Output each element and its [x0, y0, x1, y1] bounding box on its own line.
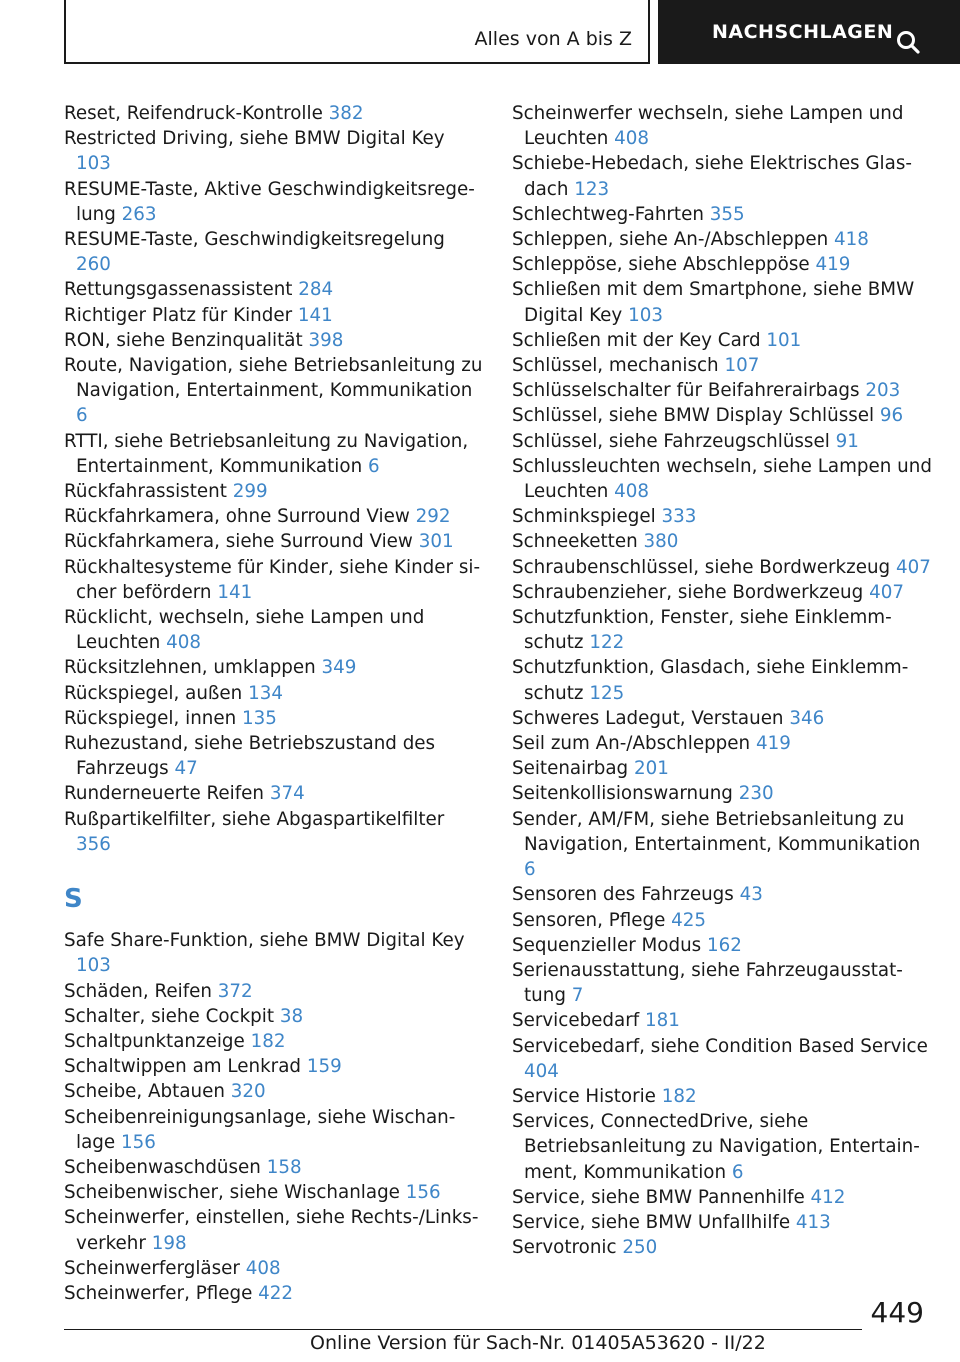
index-entry: [512, 958, 932, 1008]
index-entry: [512, 781, 932, 806]
index-column-right: [512, 101, 932, 1260]
index-entry-text: Rückhaltesysteme für Kinder, siehe Kinder sicher befördern: [64, 556, 481, 603]
index-entry: [512, 1084, 932, 1109]
index-entry: [512, 454, 932, 504]
index-entry: [512, 731, 932, 756]
index-entry: [64, 353, 484, 429]
index-entry: [64, 479, 484, 504]
index-entry: [512, 429, 932, 454]
index-entry-text: Services, ConnectedDrive, siehe Betriebsanleitung zu Navigation, Entertainment, Kommunikation: [512, 1111, 920, 1183]
index-entry: [64, 277, 484, 302]
index-entry: [64, 1029, 484, 1054]
index-entry: [64, 706, 484, 731]
index-entry: [64, 1281, 484, 1306]
page-reference-link[interactable]: 159: [306, 1056, 342, 1078]
index-entry: [64, 555, 484, 605]
page-reference-link[interactable]: 408: [614, 128, 650, 150]
page-reference-link[interactable]: 407: [895, 556, 931, 578]
index-entry-text: Schlüssel, siehe Fahrzeugschlüssel: [512, 430, 830, 452]
index-entry: [512, 151, 932, 201]
index-entry: [512, 706, 932, 731]
index-entry: [64, 807, 484, 857]
index-entry: [512, 1034, 932, 1084]
index-entry: [64, 1180, 484, 1205]
index-entry-text: Schraubenzieher, siehe Bordwerkzeug: [512, 581, 864, 603]
page-reference-link[interactable]: 201: [633, 758, 669, 780]
index-entry: [64, 681, 484, 706]
page-reference-link[interactable]: 404: [524, 1060, 559, 1082]
page-reference-link[interactable]: 372: [217, 980, 253, 1002]
index-entry: [64, 177, 484, 227]
page-reference-link[interactable]: 101: [766, 329, 802, 351]
index-entry: [512, 328, 932, 353]
page-reference-link[interactable]: 91: [835, 430, 859, 452]
page-reference-link[interactable]: 103: [76, 153, 111, 175]
page-reference-link[interactable]: 299: [232, 481, 268, 503]
nav-button-nachschlagen[interactable]: [658, 0, 960, 64]
index-entry-text: Schweres Ladegut, Verstauen: [512, 707, 784, 729]
index-entry-text: Schlüssel, siehe BMW Display Schlüssel: [512, 405, 875, 427]
index-entry: [64, 1205, 484, 1255]
index-entry-text: Schäden, Reifen: [64, 980, 212, 1002]
index-entry-text: Seitenairbag: [512, 758, 629, 780]
page-reference-link[interactable]: 123: [574, 178, 610, 200]
footer-divider: [64, 1329, 862, 1330]
index-entry-text: Scheinwerfer wechseln, siehe Lampen und Leuchten: [512, 103, 904, 150]
index-entry-text: Rußpartikelfilter, siehe Abgaspartikelfilter: [64, 808, 445, 830]
index-entry: [512, 1210, 932, 1235]
page-reference-link[interactable]: 425: [671, 909, 707, 931]
page-reference-link[interactable]: 158: [266, 1156, 302, 1178]
page-reference-link[interactable]: 320: [230, 1081, 266, 1103]
page-reference-link[interactable]: 181: [645, 1010, 680, 1032]
index-entry-text: Reset, Reifendruck-Kontrolle: [64, 103, 323, 124]
index-entry-text: Schiebe-Hebedach, siehe Elektrisches Glasdach: [512, 153, 912, 200]
page-reference-link[interactable]: 263: [121, 203, 157, 225]
index-entry: [512, 529, 932, 554]
index-entry-text: Route, Navigation, siehe Betriebsanleitung zu Navigation, Entertainment, Kommunikation: [64, 355, 483, 402]
index-entry-text: Scheinwerfer, einstellen, siehe Rechts-/Linksverkehr: [64, 1207, 479, 1254]
section-letter-heading: S: [64, 884, 83, 915]
index-entry: [512, 1185, 932, 1210]
page-reference-link[interactable]: 419: [815, 254, 851, 276]
page-reference-link[interactable]: 422: [258, 1282, 294, 1304]
page-reference-link[interactable]: 413: [795, 1211, 831, 1233]
index-entry: [512, 1235, 932, 1260]
index-entry: [512, 807, 932, 883]
page-reference-link[interactable]: 333: [661, 506, 697, 528]
index-entry-text: Sender, AM/FM, siehe Betriebsanleitung zu Navigation, Entertainment, Kommunikation: [512, 808, 921, 855]
index-entry-text: Schlüsselschalter für Beifahrerairbags: [512, 380, 860, 402]
index-entry-text: Scheibenreinigungsanlage, siehe Wischanlage: [64, 1106, 456, 1153]
page-reference-link[interactable]: 419: [755, 733, 791, 755]
index-entry: [512, 252, 932, 277]
page-reference-link[interactable]: 125: [589, 682, 625, 704]
page-reference-link[interactable]: 349: [321, 657, 357, 679]
page-reference-link[interactable]: 355: [709, 203, 745, 225]
header-section-tab: [64, 0, 650, 64]
index-entry-text: Servotronic: [512, 1237, 617, 1259]
index-entry-text: Service, siehe BMW Unfallhilfe: [512, 1211, 791, 1233]
index-entry: [64, 1256, 484, 1281]
index-entry-text: Rückspiegel, außen: [64, 682, 243, 704]
page-reference-link[interactable]: 230: [738, 783, 774, 805]
index-entry-text: Service, siehe BMW Pannenhilfe: [512, 1186, 805, 1208]
page-reference-link[interactable]: 182: [661, 1085, 697, 1107]
index-entry: [512, 202, 932, 227]
index-entry: [64, 101, 484, 126]
index-entry-text: Schlussleuchten wechseln, siehe Lampen und Leuchten: [512, 455, 932, 503]
index-entry-text: Scheinwerfergläser: [64, 1257, 240, 1279]
page-reference-link[interactable]: 107: [724, 355, 760, 377]
page-reference-link[interactable]: 7: [571, 985, 584, 1007]
index-entry-text: Rücksitzlehnen, umklappen: [64, 657, 316, 679]
index-entry-text: Schlüssel, mechanisch: [512, 355, 719, 377]
index-entry: [512, 1109, 932, 1185]
index-entry-text: Sensoren des Fahrzeugs: [512, 884, 734, 906]
page-reference-link[interactable]: 96: [879, 405, 904, 427]
page-reference-link[interactable]: 260: [76, 254, 111, 276]
page-reference-link[interactable]: 47: [174, 758, 198, 780]
index-entry-text: Safe Share-Funktion, siehe BMW Digital Key: [64, 930, 465, 952]
page-reference-link[interactable]: 301: [418, 531, 454, 553]
index-entry: [512, 580, 932, 605]
index-entry-text: Scheinwerfer, Pflege: [64, 1282, 253, 1304]
nav-label: NACHSCHLAGEN: [712, 21, 894, 43]
index-entry-text: Scheibenwischer, siehe Wischanlage: [64, 1182, 400, 1204]
index-entry: [64, 1054, 484, 1079]
index-entry-text: Servicebedarf, siehe Condition Based Service: [512, 1035, 928, 1057]
page-reference-link[interactable]: 141: [297, 304, 333, 326]
index-entry-text: Scheibenwaschdüsen: [64, 1156, 261, 1178]
index-entry: [64, 605, 484, 655]
index-entry: [64, 731, 484, 781]
page-reference-link[interactable]: 182: [250, 1030, 286, 1052]
page-reference-link[interactable]: 382: [328, 103, 364, 124]
index-entry-text: RTTI, siehe Betriebsanleitung zu Navigation, Entertainment, Kommunikation: [64, 430, 469, 477]
header-section-title: Alles von A bis Z: [474, 28, 632, 50]
page-reference-link[interactable]: 407: [869, 581, 904, 603]
index-entry: [512, 1008, 932, 1033]
index-entry: [64, 1155, 484, 1180]
page-reference-link[interactable]: 398: [308, 329, 344, 351]
search-icon: [896, 30, 920, 54]
index-entry-text: Schneeketten: [512, 531, 638, 553]
page-reference-link[interactable]: 103: [628, 304, 663, 326]
index-entry-text: RESUME-Taste, Aktive Geschwindigkeitsregelung: [64, 178, 475, 225]
index-entry-text: Sensoren, Pflege: [512, 909, 666, 931]
index-entry-text: Rückfahrkamera, ohne Surround View: [64, 506, 410, 528]
index-list-r: [64, 101, 484, 857]
page-reference-link[interactable]: 374: [269, 783, 305, 805]
page-reference-link[interactable]: 6: [524, 859, 536, 881]
index-entry-text: Schutzfunktion, Fenster, siehe Einklemmschutz: [512, 607, 892, 654]
page-reference-link[interactable]: 380: [643, 531, 679, 553]
index-column-left: [64, 101, 484, 1306]
page-reference-link[interactable]: 292: [415, 506, 451, 528]
page-reference-link[interactable]: 156: [120, 1131, 156, 1153]
index-entry-text: Richtiger Platz für Kinder: [64, 304, 293, 326]
index-entry-text: Rücklicht, wechseln, siehe Lampen und Leuchten: [64, 607, 425, 654]
index-entry-text: Service Historie: [512, 1085, 656, 1107]
index-entry: [512, 504, 932, 529]
index-entry-text: Scheibe, Abtauen: [64, 1081, 225, 1103]
page-reference-link[interactable]: 356: [76, 833, 111, 855]
index-entry: [512, 101, 932, 151]
index-entry: [512, 378, 932, 403]
index-entry: [64, 928, 484, 978]
index-entry-text: Seil zum An-/Abschleppen: [512, 733, 751, 755]
page-reference-link[interactable]: 203: [865, 380, 901, 402]
page-reference-link[interactable]: 156: [405, 1182, 441, 1204]
index-entry: [512, 353, 932, 378]
index-entry-text: Rückfahrassistent: [64, 481, 227, 503]
index-entry-text: Rückspiegel, innen: [64, 707, 237, 729]
page-reference-link[interactable]: 346: [789, 707, 825, 729]
index-entry: [64, 303, 484, 328]
index-entry: [512, 655, 932, 705]
page-reference-link[interactable]: 134: [248, 682, 283, 704]
index-entry-text: Serienausstattung, siehe Fahrzeugausstattung: [512, 959, 903, 1007]
index-entry-text: Schließen mit der Key Card: [512, 329, 761, 351]
index-entry-text: Rettungsgassenassistent: [64, 279, 293, 301]
page-reference-link[interactable]: 135: [242, 707, 277, 729]
index-entry: [512, 277, 932, 327]
page-reference-link[interactable]: 141: [217, 581, 253, 603]
index-entry: [64, 1004, 484, 1029]
index-entry: [64, 126, 484, 176]
index-entry: [512, 756, 932, 781]
index-entry: [64, 979, 484, 1004]
index-entry: [64, 655, 484, 680]
index-entry-text: Servicebedarf: [512, 1010, 640, 1032]
index-entry-text: Schleppöse, siehe Abschleppöse: [512, 254, 810, 276]
index-entry-text: Schließen mit dem Smartphone, siehe BMW Digital Key: [512, 279, 915, 326]
index-list-s-continued: [512, 101, 932, 1260]
page-reference-link[interactable]: 38: [279, 1005, 304, 1027]
index-entry-text: Runderneuerte Reifen: [64, 783, 264, 805]
page-reference-link[interactable]: 412: [810, 1186, 846, 1208]
page-reference-link[interactable]: 284: [298, 279, 334, 301]
index-entry-text: RESUME-Taste, Geschwindigkeitsregelung: [64, 229, 445, 251]
index-entry-text: Schaltwippen am Lenkrad: [64, 1056, 302, 1078]
index-entry-text: Seitenkollisionswarnung: [512, 783, 733, 805]
index-entry-text: Sequenzieller Modus: [512, 934, 702, 956]
index-entry: [64, 781, 484, 806]
index-entry-text: Schleppen, siehe An-/Abschleppen: [512, 229, 829, 251]
index-entry-text: Restricted Driving, siehe BMW Digital Key: [64, 128, 445, 150]
page-reference-link[interactable]: 6: [367, 455, 380, 477]
index-entry: [512, 555, 932, 580]
index-entry-text: Rückfahrkamera, siehe Surround View: [64, 531, 413, 553]
index-entry: [512, 882, 932, 907]
index-entry-text: Ruhezustand, siehe Betriebszustand des Fahrzeugs: [64, 733, 436, 780]
page-reference-link[interactable]: 198: [151, 1232, 187, 1254]
page-reference-link[interactable]: 6: [731, 1161, 744, 1183]
index-entry: [64, 529, 484, 554]
page-reference-link[interactable]: 162: [707, 934, 742, 956]
index-entry-text: Schaltpunktanzeige: [64, 1030, 245, 1052]
page-reference-link[interactable]: 6: [76, 405, 88, 427]
index-entry-text: Schminkspiegel: [512, 506, 656, 528]
page-reference-link[interactable]: 408: [245, 1257, 281, 1279]
index-entry-text: Schlechtweg-Fahrten: [512, 203, 704, 225]
index-entry-text: Schalter, siehe Cockpit: [64, 1005, 275, 1027]
page-number: 449: [870, 1296, 924, 1329]
index-entry: [512, 908, 932, 933]
index-entry: [512, 403, 932, 428]
page-reference-link[interactable]: 43: [739, 884, 763, 906]
page-reference-link[interactable]: 408: [166, 632, 202, 654]
index-entry-text: RON, siehe Benzinqualität: [64, 329, 303, 351]
page-reference-link[interactable]: 408: [614, 481, 650, 503]
index-entry: [64, 429, 484, 479]
index-entry: [64, 328, 484, 353]
page-reference-link[interactable]: 103: [76, 955, 111, 977]
index-entry: [64, 1079, 484, 1104]
index-entry: [512, 227, 932, 252]
footer-online-version: Online Version für Sach-Nr. 01405A53620 - II/22: [310, 1332, 766, 1354]
index-entry: [512, 605, 932, 655]
index-entry: [64, 227, 484, 277]
page-reference-link[interactable]: 122: [589, 632, 625, 654]
page-reference-link[interactable]: 250: [622, 1237, 658, 1259]
index-entry-text: Schutzfunktion, Glasdach, siehe Einklemmschutz: [512, 657, 909, 704]
index-entry: [64, 504, 484, 529]
index-entry: [512, 933, 932, 958]
index-list-s: [64, 928, 484, 1306]
index-entry: [64, 1105, 484, 1155]
page-reference-link[interactable]: 418: [834, 229, 869, 251]
index-entry-text: Schraubenschlüssel, siehe Bordwerkzeug: [512, 556, 891, 578]
